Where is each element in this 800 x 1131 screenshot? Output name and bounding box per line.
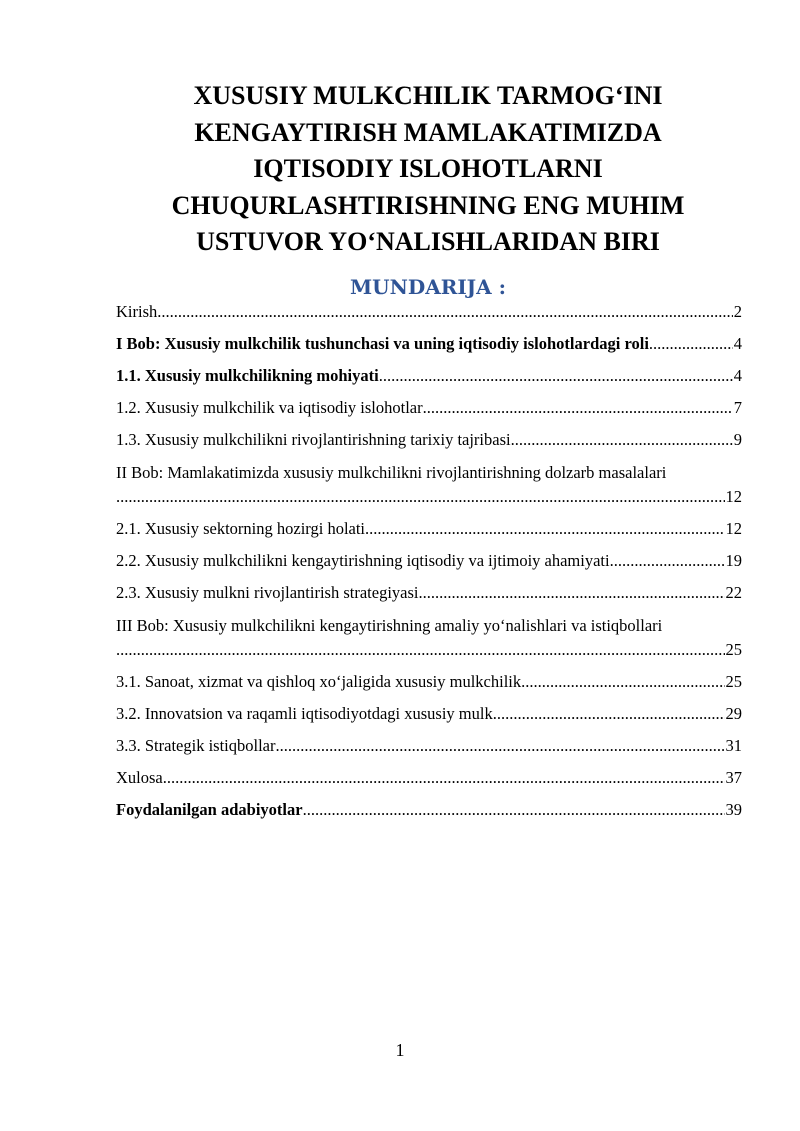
toc-entry-label: 1.3. Xususiy mulkchilikni rivojlantirishning tarixiy tajribasi [116, 430, 511, 449]
toc-entry-page: 19 [725, 551, 742, 570]
toc-entry-label: Xulosa [116, 768, 163, 787]
toc-entry-1-2[interactable] [116, 398, 742, 419]
toc-entry-page: 39 [725, 800, 742, 819]
toc-entry-label: 2.3. Xususiy mulkni rivojlantirish strategiyasi [116, 583, 419, 602]
toc-entry-page: 7 [733, 398, 742, 417]
title-line: IQTISODIY ISLOHOTLARNI [253, 154, 603, 183]
toc-entry-2-1[interactable] [116, 519, 742, 540]
page-number: 1 [395, 1040, 405, 1060]
toc-entry-2-2[interactable] [116, 551, 742, 572]
toc-entry-page: 12 [725, 519, 742, 538]
toc-entry-leader-line [116, 640, 742, 661]
toc-entry-label: 3.2. Innovatsion va raqamli iqtisodiyotdagi xususiy mulk [116, 704, 493, 723]
document-title [100, 78, 756, 261]
toc-entry-1-1[interactable] [116, 366, 742, 387]
toc-entry-3-3[interactable] [116, 736, 742, 757]
toc-entry-chapter-1[interactable] [116, 334, 742, 355]
toc-entry-label: 2.1. Xususiy sektorning hozirgi holati [116, 519, 366, 538]
toc-entry-1-3[interactable] [116, 430, 742, 451]
toc-entry-page: 37 [725, 768, 742, 787]
toc-entry-label: II Bob: Mamlakatimizda xususiy mulkchilikni rivojlantirishning dolzarb masalalari [116, 463, 667, 482]
toc-entry-kirish[interactable] [116, 302, 742, 323]
title-line: CHUQURLASHTIRISHNING ENG MUHIM [171, 190, 685, 220]
toc-entry-page: 4 [733, 334, 742, 353]
toc-entry-page: 31 [725, 736, 742, 755]
dot-leader [157, 302, 733, 322]
toc-entry-label: 3.1. Sanoat, xizmat va qishloq xo‘jaligida xususiy mulkchilik [116, 672, 522, 691]
toc-entry-page: 9 [733, 430, 742, 449]
toc-entry-leader-line [116, 487, 742, 508]
dot-leader [116, 487, 725, 507]
toc-entry-page: 29 [725, 704, 742, 723]
toc-entry-page: 25 [725, 640, 742, 659]
toc-entry-label: 1.1. Xususiy mulkchilikning mohiyati [116, 366, 379, 385]
toc-entry-chapter-3[interactable] [116, 615, 742, 661]
toc-entry-3-2[interactable] [116, 704, 742, 725]
toc-entry-page: 22 [725, 583, 742, 602]
toc-entry-3-1[interactable] [116, 672, 742, 693]
toc-entry-page: 12 [725, 487, 742, 506]
toc-entry-page: 25 [725, 672, 742, 691]
toc-entry-xulosa[interactable] [116, 768, 742, 789]
dot-leader [116, 640, 725, 660]
dot-leader [493, 704, 725, 724]
title-line: KENGAYTIRISH MAMLAKATIMIZDA [194, 117, 662, 147]
toc-entry-bibliography[interactable] [116, 800, 742, 821]
dot-leader [610, 551, 725, 571]
toc-entry-label: 2.2. Xususiy mulkchilikni kengaytirishning iqtisodiy va ijtimoiy ahamiyati [116, 551, 610, 570]
table-of-contents [116, 302, 742, 832]
dot-leader [511, 430, 733, 450]
toc-entry-label: 3.3. Strategik istiqbollar [116, 736, 276, 755]
toc-entry-label: Kirish [116, 302, 158, 321]
dot-leader [379, 366, 733, 386]
dot-leader [275, 736, 724, 756]
toc-entry-label: III Bob: Xususiy mulkchilikni kengaytirishning amaliy yo‘nalishlari va istiqbollari [116, 616, 663, 635]
title-line: USTUVOR YO‘NALISHLARIDAN BIRI [196, 227, 660, 256]
toc-entry-label: I Bob: Xususiy mulkchilik tushunchasi va uning iqtisodiy islohotlardagi roli [116, 334, 649, 353]
dot-leader [423, 398, 733, 418]
toc-entry-label: 1.2. Xususiy mulkchilik va iqtisodiy islohotlar [116, 398, 423, 417]
dot-leader [303, 800, 725, 820]
toc-entry-page: 4 [733, 366, 742, 385]
dot-leader [365, 519, 724, 539]
dot-leader [649, 334, 733, 354]
toc-entry-label: Foydalanilgan adabiyotlar [116, 800, 303, 819]
dot-leader [521, 672, 724, 692]
dot-leader [163, 768, 725, 788]
toc-entry-chapter-2[interactable] [116, 462, 742, 508]
toc-heading: MUNDARIJA : [349, 275, 507, 299]
toc-entry-page: 2 [733, 302, 742, 321]
toc-entry-2-3[interactable] [116, 583, 742, 604]
dot-leader [418, 583, 724, 603]
title-line: XUSUSIY MULKCHILIK TARMOG‘INI [193, 81, 663, 110]
